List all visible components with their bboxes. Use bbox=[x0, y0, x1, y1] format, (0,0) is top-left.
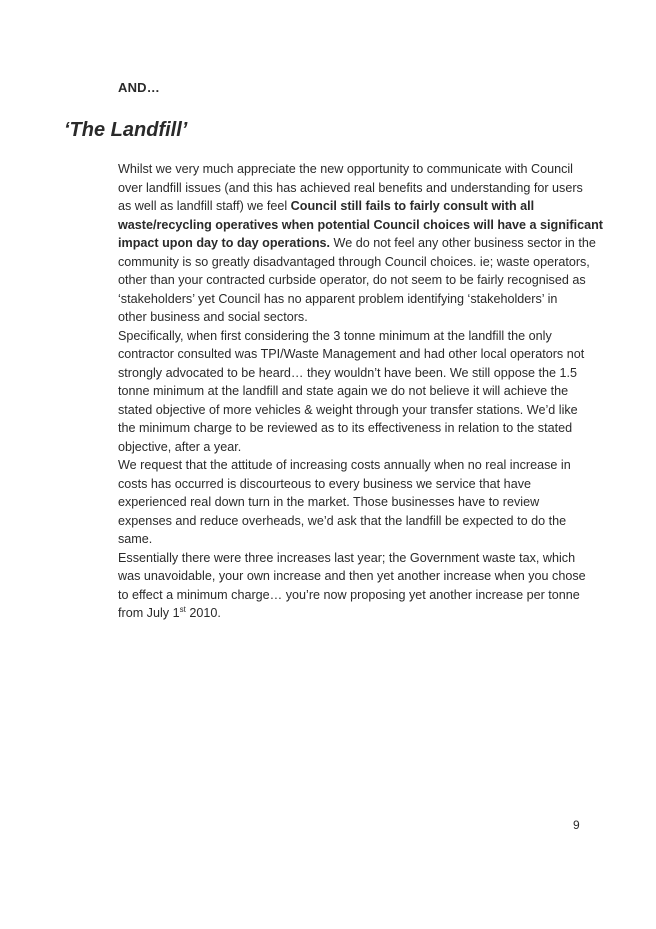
text-line: Specifically, when first considering the 3 tonne minimum at the landfill the only bbox=[118, 328, 552, 343]
text-line: community is so greatly disadvantaged through Council choices. ie; waste operators, bbox=[118, 254, 590, 269]
text-line: other business and social sectors. bbox=[118, 310, 308, 324]
text-line: stated objective of more vehicles & weight through your transfer stations. We’d like bbox=[118, 402, 578, 417]
text-run: from July 1 bbox=[118, 606, 180, 620]
text-line: other than your contracted curbside operator, do not seem to be fairly recognised as bbox=[118, 273, 586, 287]
bold-text: Council still fails to fairly consult with all bbox=[290, 199, 535, 213]
text-run: We do not feel any other business sector in the bbox=[330, 236, 596, 250]
text-line: same. bbox=[118, 532, 153, 546]
text-line: contractor consulted was TPI/Waste Management and had other local operators not bbox=[118, 347, 585, 361]
paragraph-three-increases bbox=[118, 549, 586, 623]
text-line: tonne minimum at the landfill and state again we do not believe it will achieve the bbox=[118, 384, 569, 398]
bold-text: waste/recycling operatives when potential Council choices will have a significant bbox=[118, 217, 604, 232]
ordinal-superscript: st bbox=[179, 605, 186, 614]
paragraph-minimum-tonnage bbox=[118, 327, 586, 457]
section-title: ‘The Landfill’ bbox=[64, 119, 188, 141]
text-line: Essentially there were three increases last year; the Government waste tax, which bbox=[118, 550, 576, 565]
text-line: was unavoidable, your own increase and then yet another increase when you chose bbox=[118, 569, 586, 583]
text-line: the minimum charge to be reviewed as to its effectiveness in relation to the stated bbox=[118, 421, 573, 435]
text-line: to effect a minimum charge… you’re now proposing yet another increase per tonne bbox=[118, 587, 580, 602]
page-number: 9 bbox=[573, 818, 580, 832]
text-line: Whilst we very much appreciate the new opportunity to communicate with Council bbox=[118, 162, 573, 176]
text-line bbox=[118, 197, 586, 216]
body-text bbox=[118, 160, 604, 623]
text-line: We request that the attitude of increasing costs annually when no real increase in bbox=[118, 458, 571, 472]
text-line: over landfill issues (and this has achieved real benefits and understanding for users bbox=[118, 180, 583, 195]
text-line: experienced real down turn in the market. Those businesses have to review bbox=[118, 495, 540, 509]
paragraph-cost-increases bbox=[118, 456, 586, 549]
and-heading: AND… bbox=[118, 80, 160, 95]
text-run: as well as landfill staff) we feel bbox=[118, 199, 291, 213]
text-run: 2010. bbox=[185, 606, 221, 620]
text-line: expenses and reduce overheads, we’d ask that the landfill be expected to do the bbox=[118, 513, 567, 528]
text-line: objective, after a year. bbox=[118, 439, 242, 454]
text-line: costs has occurred is discourteous to every business we service that have bbox=[118, 476, 531, 491]
text-line: ‘stakeholders’ yet Council has no apparent problem identifying ‘stakeholders’ in bbox=[118, 291, 558, 306]
text-line: strongly advocated to be heard… they wouldn’t have been. We still oppose the 1.5 bbox=[118, 365, 578, 380]
paragraph-consultation bbox=[118, 160, 604, 327]
text-line bbox=[118, 234, 596, 253]
text-line bbox=[118, 604, 586, 623]
text-line bbox=[118, 216, 604, 235]
bold-text: impact upon day to day operations. bbox=[118, 236, 331, 250]
